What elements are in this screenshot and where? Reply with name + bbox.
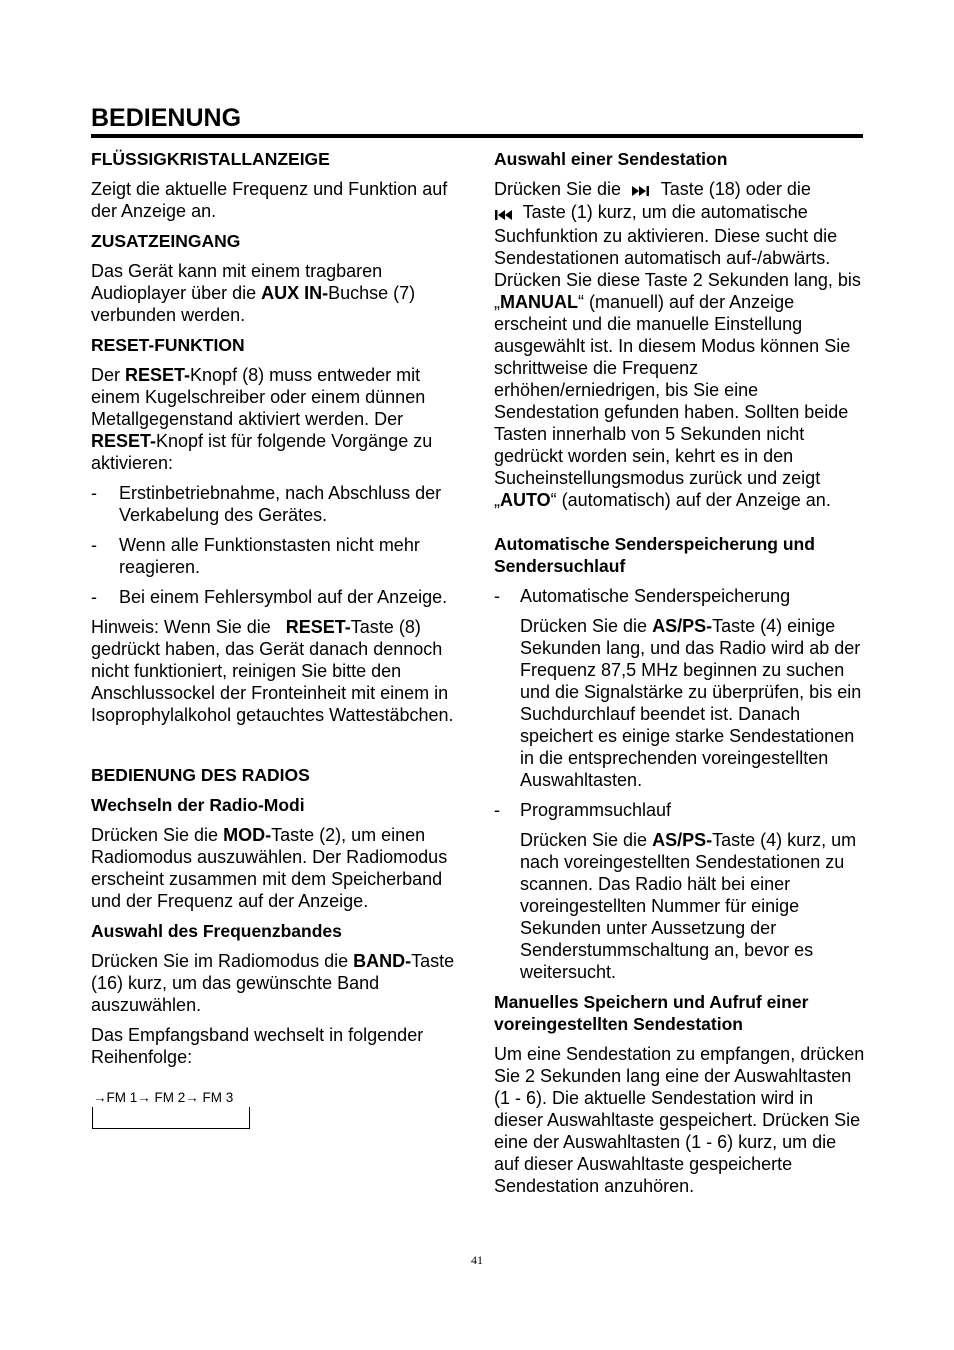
station-heading: Auswahl einer Sendestation [494,149,728,169]
aux-heading: ZUSATZEINGANG [91,231,241,251]
reset-note: Hinweis: Wenn Sie die RESET-Taste (8) gedrückt haben, das Gerät danach dennoch nicht funktioniert, reinigen Sie bitte den Anschlussockel der Fronteinheit mit einem in Isoprophylalkohol getauchtes Wattestäbchen. [91,617,454,725]
auto-heading: Automatische Senderspeicherung und Sendersuchlauf [494,533,815,576]
band-text: Drücken Sie im Radiomodus die BAND-Taste (16) kurz, um das gewünschte Band auszuwählen. [91,951,455,1015]
page-title: BEDIENUNG [91,104,242,132]
band-cycle-label: →FM 1→ FM 2→ FM 3 [93,1090,234,1105]
modes-heading: Wechseln der Radio-Modi [91,795,305,815]
reset-heading: RESET-FUNKTION [91,335,245,355]
title-rule [91,134,863,138]
manual-heading: Manuelles Speichern und Aufruf einer voreingestellten Sendestation [494,991,809,1034]
band-cycle-loop [92,1107,250,1129]
auto-store-text: Drücken Sie die AS/PS-Taste (4) einige Sekunden lang, und das Radio wird ab der Frequenz 87,5 MHz beginnen zu suchen und die Signalstärke zu überprüfen, bis ein Suchdurchlauf beendet ist. Danach speichert es einige starke Sendestationen in die entsprechenden voreingestellten Auswahltasten. [520,615,862,790]
band-cycle-diagram [91,1090,253,1136]
manual-text: Um eine Sendestation zu empfangen, drücken Sie 2 Sekunden lang eine der Auswahltasten (1 - 6). Die aktuelle Sendestation wird in dieser Auswahltaste gespeichert. Drücken Sie eine der Auswahltasten (1 - 6) kurz, um die auf dieser Auswahltaste gespeicherte Sendestation anzuhören. [494,1043,865,1196]
scan-text: Drücken Sie die AS/PS-Taste (4) kurz, um nach voreingestellten Sendestationen zu scannen. Das Radio hält bei einer voreingestellten Nummer für einige Sekunden unter Aussetzung der Senderstummschaltung an, bevor es weitersucht. [520,829,857,982]
list-item: - Erstinbetriebnahme, nach Abschluss der Verkabelung des Gerätes. [91,483,442,525]
list-item: - Bei einem Fehlersymbol auf der Anzeige. [91,587,448,607]
left-column [91,148,466,1136]
list-item: - Wenn alle Funktionstasten nicht mehr reagieren. [91,535,420,577]
station-text: Drücken Sie die Taste (18) oder die Taste (1) kurz, um die automatische Suchfunktion zu aktivieren. Diese sucht die Sendestationen automatisch auf-/abwärts. Drücken Sie diese Taste 2 Sekunden lang, bis „MANUAL“ (manuell) auf der Anzeige erscheint und die manuelle Einstellung ausgewählt ist. In diesem Modus können Sie schrittweise die Frequenz erhöhen/erniedrigen, bis Sie eine Sendestation gefunden haben. Sollten beide Tasten innerhalb von 5 Sekunden nicht gedrückt worden sein, kehrt es in den Sucheinstellungsmodus zurück und zeigt „AUTO“ (automatisch) auf der Anzeige an. [494,179,861,510]
band-heading: Auswahl des Frequenzbandes [91,921,342,941]
page-number: 41 [471,1253,483,1267]
radio-heading: BEDIENUNG DES RADIOS [91,765,310,785]
previous-track-icon [494,203,512,225]
auto-item-scan: - Programmsuchlauf [494,799,672,820]
reset-list [91,482,466,608]
auto-item-store: - Automatische Senderspeicherung [494,585,791,606]
next-track-icon [632,179,650,201]
reset-text: Der RESET-Knopf (8) muss entweder mit einem Kugelschreiber oder einem dünnen Metallgegenstand aktiviert werden. Der RESET-Knopf ist für folgende Vorgänge zu aktivieren: [91,365,433,473]
modes-text: Drücken Sie die MOD-Taste (2), um einen Radiomodus auszuwählen. Der Radiomodus erscheint zusammen mit dem Speicherband und der Frequenz auf der Anzeige. [91,825,448,911]
lcd-text: Zeigt die aktuelle Frequenz und Funktion auf der Anzeige an. [91,179,448,221]
right-column [494,148,866,1205]
band-sequence-text: Das Empfangsband wechselt in folgender Reihenfolge: [91,1025,424,1067]
aux-text: Das Gerät kann mit einem tragbaren Audioplayer über die AUX IN-Buchse (7) verbunden werden. [91,261,416,325]
lcd-heading: FLÜSSIGKRISTALLANZEIGE [91,149,330,169]
